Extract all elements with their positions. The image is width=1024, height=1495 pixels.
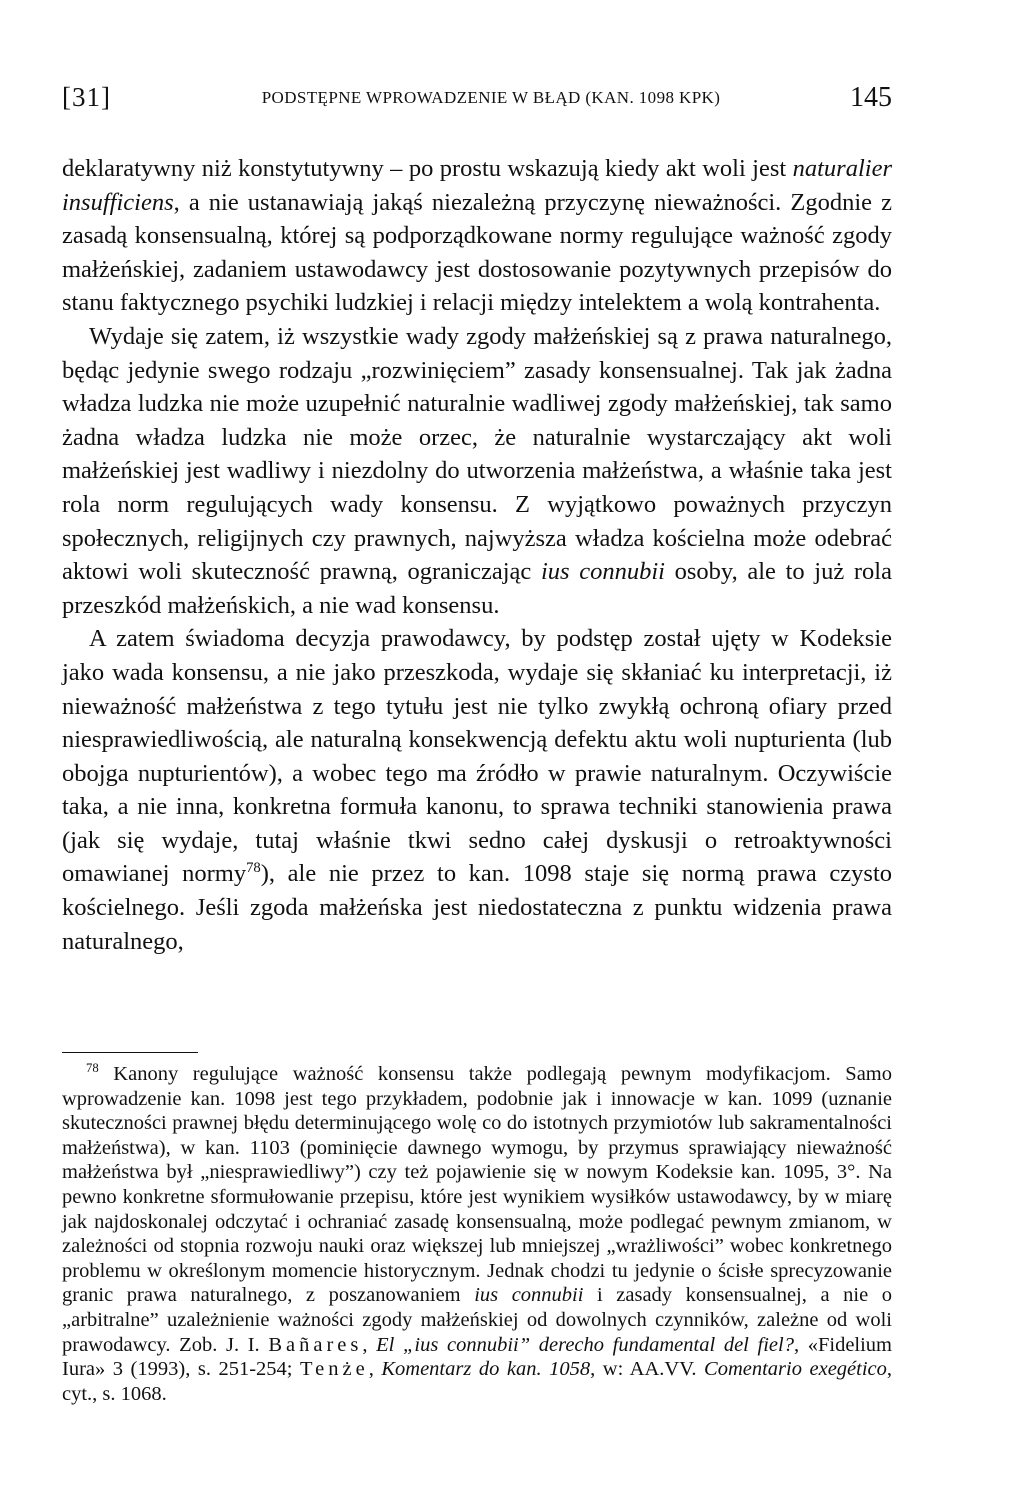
paragraph-text: ), ale nie przez to kan. 1098 staje się normą prawa czysto kościelnego. Jeśli zgoda małżeńska jest niedostateczna z punktu widzenia prawa naturalnego,	[62, 860, 892, 955]
footnote-reference[interactable]: 78	[246, 860, 261, 877]
paragraph	[62, 320, 892, 622]
footnote-text: , w: AA.VV.	[590, 1358, 705, 1381]
italic-term: ius connubii	[540, 558, 665, 586]
paragraph-text: Wydaje się zatem, iż wszystkie wady zgody małżeńskiej są z prawa naturalnego, będąc jedynie swego rodzaju „rozwinięciem” zasady konsensualnej. Tak jak żadna władza ludzka nie może uzupełnić naturalnie wadliwej zgody małżeńskiej, tak samo żadna władza ludzka nie może orzec, że naturalnie wystarczający akt woli małżeńskiej jest wadliwy i niezdolny do utworzenia małżeństwa, a właśnie taka jest rola norm regulujących wady konsensu. Z wyjątkowo poważnych przyczyn społecznych, religijnych czy prawnych, najwyższa władza kościelna może odebrać aktowi woli skuteczność prawną, ograniczając	[62, 322, 892, 586]
paragraph-text: osoby, ale to już rola przeszkód małżeńskich, a nie wad konsensu.	[62, 558, 892, 619]
footnote-text: , cyt., s. 1068.	[62, 1358, 893, 1405]
running-title: PODSTĘPNE WPROWADZENIE W BŁĄD (KAN. 1098 KPK)	[261, 88, 721, 107]
footnote-text: Kanony regulujące ważność konsensu także podlegają pewnym modyfikacjom. Samo wprowadzenie kan. 1098 jest tego przykładem, podobnie jak i innowacje w kan. 1099 (uznanie skuteczności prawnej błędu determinującego wolę co do istotnych przymiotów lub sakramentalności małżeństwa), w kan. 1103 (pominięcie dawnego wymogu, by przymus sprawiający nieważność małżeństwa był „niesprawiedliwy”) czy też pojawienie się w nowym Kodeksie kan. 1095, 3°. Na pewno konkretne sformułowanie przepisu, które jest wynikiem wysiłków ustawodawcy, by w miarę jak najdoskonalej odczytać i ochraniać zasadę konsensualną, może podlegać pewnym zmianom, w zależności od stopnia rozwoju nauki oraz większej lub mniejszej „wrażliwości” wobec konkretnego problemu w określonym momencie historycznym. Jednak chodzi tu jedynie o ścisłe sprecyzowanie granic prawa naturalnego, z poszanowaniem	[62, 1063, 892, 1307]
footnote	[62, 1062, 892, 1406]
footnote-number: 78	[86, 1061, 99, 1076]
main-text	[62, 152, 892, 958]
italic-term: naturalier insufficiens	[62, 155, 892, 216]
footnote-text: ,	[368, 1358, 382, 1381]
author-name: Bañares	[268, 1333, 363, 1356]
italic-title: Komentarz do kan. 1058	[381, 1358, 591, 1381]
footnote-text: , «Fidelium Iura» 3 (1993), s. 251-254;	[62, 1333, 893, 1381]
footnote-text: i zasady konsensualnej, a nie o „arbitralne” uzależnienie ważności zgody małżeńskiej od dowolnych czynników, zależne od woli prawodawcy. Zob. J. I.	[62, 1284, 892, 1356]
paragraph-text: , a nie ustanawiają jakąś niezależną przyczynę nieważności. Zgodnie z zasadą konsensualną, której są podporządkowane normy regulujące ważność zgody małżeńskiej, zadaniem ustawodawcy jest dostosowanie pozytywnych przepisów do stanu faktycznego psychiki ludzkiej i relacji między intelektem a wolą kontrahenta.	[62, 188, 892, 317]
italic-term: ius connubii	[474, 1284, 584, 1307]
italic-title: El „ius connubii” derecho fundamental del fiel?	[376, 1333, 794, 1356]
paragraph-continued	[62, 152, 892, 320]
footnote-text: ,	[362, 1333, 377, 1356]
footnotes	[62, 1062, 892, 1406]
paragraph-text: deklaratywny niż konstytutywny – po prostu wskazują kiedy akt woli jest	[62, 155, 793, 182]
author-name: Tenże	[300, 1358, 369, 1381]
page-number: 145	[850, 82, 892, 113]
paragraph	[62, 622, 892, 958]
footnote-separator	[62, 1052, 198, 1053]
running-header	[62, 82, 892, 122]
paragraph-text: A zatem świadoma decyzja prawodawcy, by podstęp został ujęty w Kodeksie jako wada konsensu, a nie jako przeszkoda, wydaje się skłaniać ku interpretacji, iż nieważność małżeństwa z tego tytułu jest nie tylko zwykłą ochroną ofiary przed niesprawiedliwością, ale naturalną konsekwencją defektu aktu woli nupturienta (lub obojga nupturientów), a wobec tego ma źródło w prawie naturalnym. Oczywiście taka, a nie inna, konkretna formuła kanonu, to sprawa techniki stanowienia prawa (jak się wydaje, tutaj właśnie tkwi sedno całej dyskusji o retroaktywności omawianej normy	[62, 625, 892, 888]
section-number: [31]	[62, 82, 111, 112]
italic-title: Comentario exegético	[704, 1358, 887, 1381]
